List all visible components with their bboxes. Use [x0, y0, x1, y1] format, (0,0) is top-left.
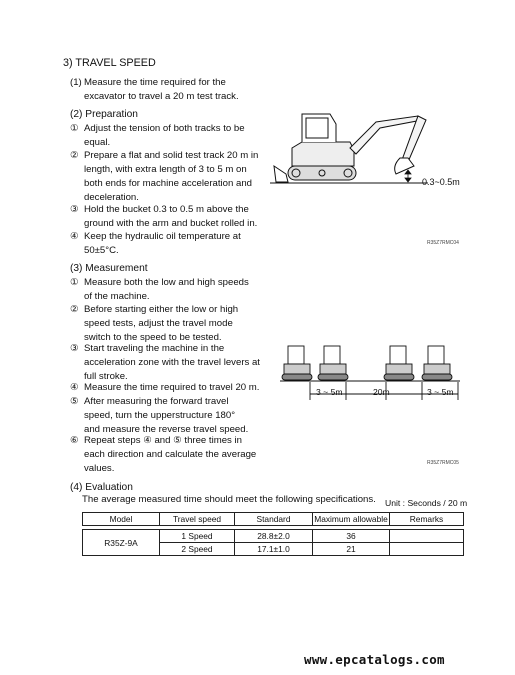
step-line: speed, turn the upperstructure 180° [84, 410, 236, 421]
max-cell: 21 [313, 543, 390, 556]
bucket [395, 158, 414, 174]
unit-label: Unit : Seconds / 20 m [385, 498, 468, 508]
speed-cell: 2 Speed [160, 543, 235, 556]
intro-line-2: excavator to travel a 20 m test track. [84, 91, 239, 102]
evaluation-heading: (4) Evaluation [70, 482, 133, 493]
dozer-blade [274, 166, 288, 182]
machine-icon-2 [318, 346, 348, 380]
intro-line-1: Measure the time required for the [84, 77, 226, 88]
intro-number: (1) [70, 77, 82, 88]
upper-body [292, 142, 354, 166]
step-mark: ⑤ [70, 396, 79, 407]
footer-url[interactable]: www.epcatalogs.com [304, 652, 445, 667]
step-line: Measure the time required to travel 20 m. [84, 382, 260, 393]
step-line: both ends for machine acceleration and [84, 178, 252, 189]
track-label-3: 3 ~ 5m [427, 387, 454, 397]
track-label-1: 3 ~ 5m [316, 387, 343, 397]
step-mark: ⑥ [70, 435, 79, 446]
header-remarks: Remarks [390, 513, 464, 526]
spec-table [82, 512, 464, 556]
step-line: and measure the reverse travel speed. [84, 424, 249, 435]
step-line: full stroke. [84, 371, 128, 382]
step-line: ground with the arm and bucket rolled in. [84, 218, 258, 229]
step-line: Measure both the low and high speeds [84, 277, 249, 288]
step-line: Adjust the tension of both tracks to be [84, 123, 245, 134]
speed-cell: 1 Speed [160, 530, 235, 543]
header-travel-speed: Travel speed [160, 513, 235, 526]
table-header-row [83, 513, 464, 526]
step-mark: ④ [70, 231, 79, 242]
step-mark: ② [70, 150, 79, 161]
step-mark: ③ [70, 204, 79, 215]
measurement-heading: (3) Measurement [70, 263, 148, 274]
machine-icon-4 [422, 346, 452, 380]
step-mark: ③ [70, 343, 79, 354]
evaluation-text: The average measured time should meet the following specifications. [82, 494, 376, 505]
step-line: deceleration. [84, 192, 139, 203]
step-line: each direction and calculate the average [84, 449, 257, 460]
figure2-code: R35Z7RMC05 [427, 460, 459, 466]
track-label-2: 20m [373, 387, 390, 397]
step-line: Hold the bucket 0.3 to 0.5 m above the [84, 204, 249, 215]
figure1-code: R35Z7RMC04 [427, 240, 459, 246]
step-line: Repeat steps ④ and ⑤ three times in [84, 435, 242, 446]
step-line: 50±5°C. [84, 245, 119, 256]
preparation-heading: (2) Preparation [70, 109, 138, 120]
track [288, 166, 356, 180]
header-model: Model [83, 513, 160, 526]
remarks-cell [390, 530, 464, 543]
step-line: of the machine. [84, 291, 150, 302]
step-line: Before starting either the low or high [84, 304, 239, 315]
step-line: Keep the hydraulic oil temperature at [84, 231, 241, 242]
machine-icon-1 [282, 346, 312, 380]
section-title: 3) TRAVEL SPEED [63, 57, 156, 69]
step-line: speed tests, adjust the travel mode [84, 318, 233, 329]
step-mark: ① [70, 277, 79, 288]
step-line: equal. [84, 137, 111, 148]
max-cell: 36 [313, 530, 390, 543]
remarks-cell [390, 543, 464, 556]
arrow-down [405, 178, 411, 182]
standard-cell: 28.8±2.0 [235, 530, 313, 543]
step-line: Start traveling the machine in the [84, 343, 225, 354]
step-line: After measuring the forward travel [84, 396, 229, 407]
cab-window [306, 118, 328, 138]
step-line: acceleration zone with the travel levers at [84, 357, 260, 368]
arrow-up [405, 170, 411, 174]
step-mark: ④ [70, 382, 79, 393]
machine-icon-3 [384, 346, 414, 380]
step-mark: ① [70, 123, 79, 134]
step-line: length, with extra length of 3 to 5 m on [84, 164, 247, 175]
header-max-allowable: Maximum allowable [314, 514, 388, 524]
step-mark: ② [70, 304, 79, 315]
figure1-dimension-label: 0.3~0.5m [422, 177, 460, 187]
header-standard: Standard [235, 513, 313, 526]
step-line: values. [84, 463, 115, 474]
table-row [83, 530, 464, 543]
model-cell: R35Z-9A [83, 530, 160, 556]
standard-cell: 17.1±1.0 [235, 543, 313, 556]
step-line: Prepare a flat and solid test track 20 m in [84, 150, 259, 161]
step-line: switch to the speed to be tested. [84, 332, 222, 343]
